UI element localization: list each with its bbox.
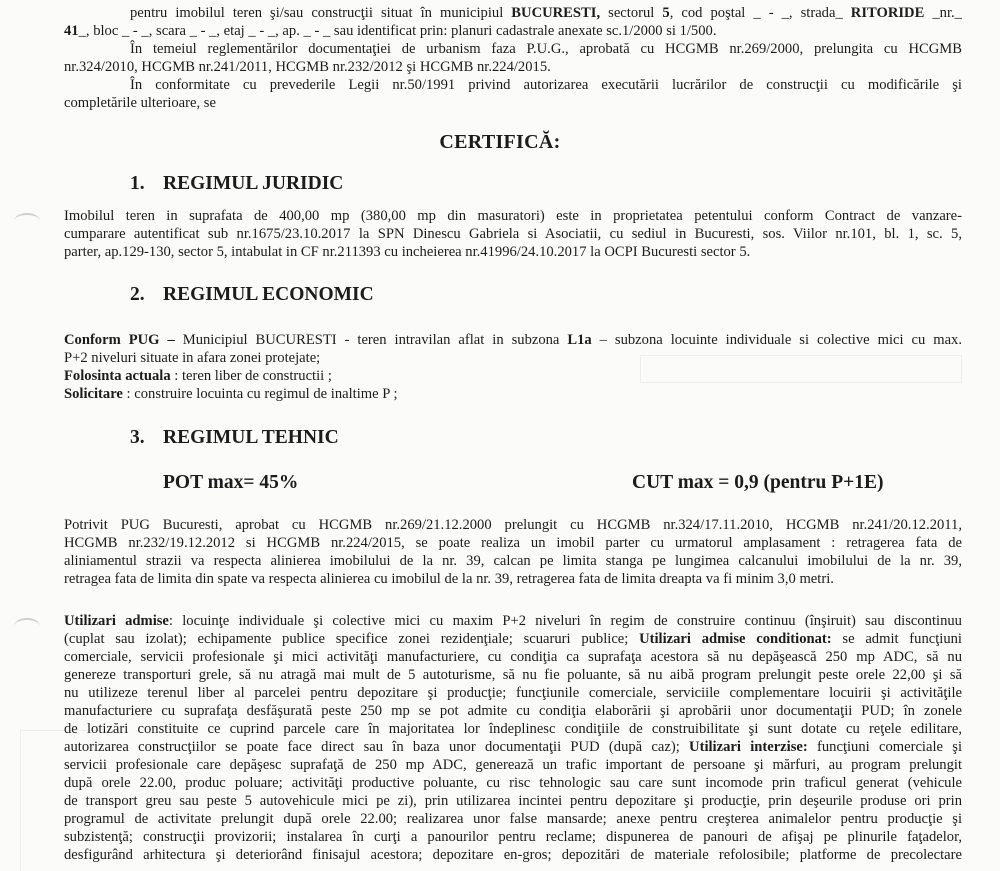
section-title: REGIMUL JURIDIC <box>163 173 344 194</box>
text-run: desfigurând arhitectura şi deteriorând finisajul acestora; depozitare en-gros; depozitări de materiale refolosibile; platforme de precolectare <box>64 847 962 863</box>
bold-text: L1a <box>567 332 592 348</box>
text-run: după orele 22.00, produc poluare; activităţi productive poluante, cu risc tehnologic sau care sunt incomode prin traficul generat (vehicule <box>64 775 962 791</box>
body-line <box>64 810 962 828</box>
text-run: genereze transporturi grele, să nu atragă mai mult de 5 autoturisme, să nu fie poluante, să nu aibă program prelungit peste orele 22,00 şi să <box>64 667 962 683</box>
intro-line <box>130 76 962 94</box>
text-run: se admit funcţiuni <box>831 631 962 647</box>
bold-text: 41 <box>64 23 79 39</box>
text-run: manufacturiere cu suprafaţa desfăşurată peste 250 mp se pot admite cu condiţia elaborării şi aprobării unor documentaţii PUD; în zonele <box>64 703 962 719</box>
body-line <box>64 792 962 810</box>
body-line <box>64 756 962 774</box>
section-title: REGIMUL ECONOMIC <box>163 284 374 305</box>
text-run: : locuinţe individuale şi colective mici cu maxim P+2 niveluri în regim de construire continuu (înşiruit) sau discontinuu <box>168 613 962 629</box>
text-run: P+2 niveluri situate in afara zonei protejate; <box>64 350 321 366</box>
text-run: : construire locuinta cu regimul de inaltime P ; <box>122 386 398 402</box>
body-line <box>64 720 962 738</box>
bold-text: Solicitare <box>64 386 123 402</box>
body-line <box>64 774 962 792</box>
pot-max: POT max= 45% <box>163 472 299 493</box>
body-line <box>64 385 962 403</box>
punch-hole-mark <box>14 618 40 634</box>
text-run: autorizarea construcţiilor se poate face direct sau în baza unor documentaţii PUD (după caz); <box>64 739 690 755</box>
intro-line <box>64 22 962 40</box>
body-line: cumparare autentificat sub nr.1675/23.10.2017 la SPN Dinescu Gabriela si Asociatii, cu sediul in Bucuresti, sos. Viilor nr.101, bl. 1, sc. 5, <box>64 226 962 242</box>
text-run: completările ulterioare, se <box>64 95 216 111</box>
punch-hole-mark <box>14 213 40 229</box>
text-run: programul de activitate prelungit după orele 22.00; realizarea unor false mansarde; anexe pentru creşterea animalelor pentru producţie şi <box>64 811 962 827</box>
body-line <box>64 846 962 864</box>
bold-text: BUCURESTI, <box>511 5 601 21</box>
text-run: , cod poştal _ - _, strada_ <box>669 5 851 21</box>
text-run: de transport greu sau peste 5 autovehicule mici pe zi), prin utilizarea incintei pentru depozitare şi producţie, prin deşeurile produse ori prin <box>64 793 962 809</box>
bold-text: Folosinta actuala <box>64 368 171 384</box>
bold-text: Utilizari interzise: <box>689 739 808 755</box>
body-line: Imobilul teren in suprafata de 400,00 mp (380,00 mp din masuratori) este in proprietatea petentului conform Contract de vanzare- <box>64 208 962 224</box>
body-line <box>64 648 962 666</box>
text-run: Municipiul BUCURESTI - teren intravilan aflat in subzona <box>174 332 568 348</box>
body-line: retragea fata de limita din spate va respecta alinierea cu imobilul de la nr. 39, retragerea fata de limita dreapta va fi minim 3,0 metri. <box>64 571 834 587</box>
text-run: _, bloc _ - _, scara _ - _, etaj _ - _, ap. _ - _ sau identificat prin: planuri cadastrale anexate sc.1/2000 si 1/500. <box>78 23 717 39</box>
bold-text: 5 <box>662 5 670 21</box>
body-line <box>64 367 962 385</box>
certifica-title: CERTIFICĂ: <box>439 131 561 153</box>
section-number: 3. <box>130 427 145 448</box>
text-run: nr.324/2010, HCGMB nr.241/2011, HCGMB nr.232/2012 şi HCGMB nr.224/2015. <box>64 59 551 75</box>
intro-line <box>130 40 962 58</box>
text-run: pentru imobilul teren şi/sau construcţii situat în municipiul <box>130 5 512 21</box>
body-line <box>64 331 962 349</box>
text-run: sectorul <box>600 5 663 21</box>
text-run: În conformitate cu prevederile Legii nr.50/1991 privind autorizarea executării lucrărilor de construcţii cu modificările şi <box>130 77 962 93</box>
body-line <box>64 349 962 367</box>
body-line: aliniamentul strazii va respecta alinierea imobilului de la nr. 39, calcan pe limita stanga pe lungimea calcanului imobilului de la nr. 39, <box>64 553 962 569</box>
body-line <box>64 612 962 630</box>
bold-text: Utilizari admise <box>64 613 169 629</box>
text-run: _nr._ <box>924 5 962 21</box>
cut-max: CUT max = 0,9 (pentru P+1E) <box>632 472 884 493</box>
body-line <box>64 666 962 684</box>
body-line <box>64 702 962 720</box>
text-run: servicii profesionale care depăşesc suprafaţă de 250 mp ADC, generează un trafic important de persoane şi mărfuri, au program prelungit <box>64 757 962 773</box>
section-heading-regimul-economic <box>130 284 374 306</box>
section-title: REGIMUL TEHNIC <box>163 427 339 448</box>
bold-text: Utilizari admise conditionat: <box>639 631 832 647</box>
text-run: În temeiul reglementărilor documentaţiei de urbanism faza P.U.G., aprobată cu HCGMB nr.269/2000, prelungita cu HCGMB <box>130 41 962 57</box>
bold-text: Conform PUG – <box>64 332 175 348</box>
section-number: 1. <box>130 173 145 194</box>
text-run: – subzona locuinte individuale si colective mici cu max. <box>591 332 962 348</box>
intro-line <box>64 94 962 112</box>
text-run: de lotizări constituite ce cuprind parcele care în majoritatea lor îndeplinesc condiţiile de construibilitate şi sunt dotate cu reţele edilitare, <box>64 721 962 737</box>
body-line <box>64 738 962 756</box>
text-run: : teren liber de constructii ; <box>170 368 332 384</box>
intro-line <box>130 4 962 22</box>
body-line <box>64 630 962 648</box>
text-run: subzistenţă; construcţii provizorii; instalarea în curţi a panourilor pentru reclame; dispunerea de panouri de afişaj pe plinurile faţadelor, <box>64 829 962 845</box>
bold-text: RITORIDE <box>850 5 925 21</box>
text-run: (cuplat sau izolat); echipamente publice specifice zonei rezidenţiale; scuaruri publice; <box>64 631 640 647</box>
text-run: comerciale, servicii profesionale şi mici activităţi manufacturiere, cu condiţia ca suprafaţa acestora să nu depăşească 250 mp ADC, să nu <box>64 649 962 665</box>
intro-line <box>64 58 962 76</box>
section-number: 2. <box>130 284 145 305</box>
body-line <box>64 828 962 846</box>
body-line: parter, ap.129-130, sector 5, intabulat in CF nr.211393 cu incheierea nr.41996/24.10.2017 la OCPI Bucuresti sector 5. <box>64 244 751 260</box>
body-line: HCGMB nr.232/19.12.2012 si HCGMB nr.224/2015, se poate realiza un imobil parter cu urmatorul amplasament : retragerea fata de <box>64 535 962 551</box>
section-heading-regimul-tehnic <box>130 427 339 449</box>
text-run: nu utilizeze terenul liber al parcelei pentru depozitare şi producţie; funcţiunile comerciale, serviciile complementare locuirii şi activităţile <box>64 685 962 701</box>
body-line: Potrivit PUG Bucuresti, aprobat cu HCGMB nr.269/21.12.2000 prelungit cu HCGMB nr.324/17.11.2010, HCGMB nr.241/20.12.2011, <box>64 517 962 533</box>
section-heading-regimul-juridic <box>130 173 343 195</box>
body-line <box>64 684 962 702</box>
text-run: funcţiuni comerciale şi <box>807 739 962 755</box>
